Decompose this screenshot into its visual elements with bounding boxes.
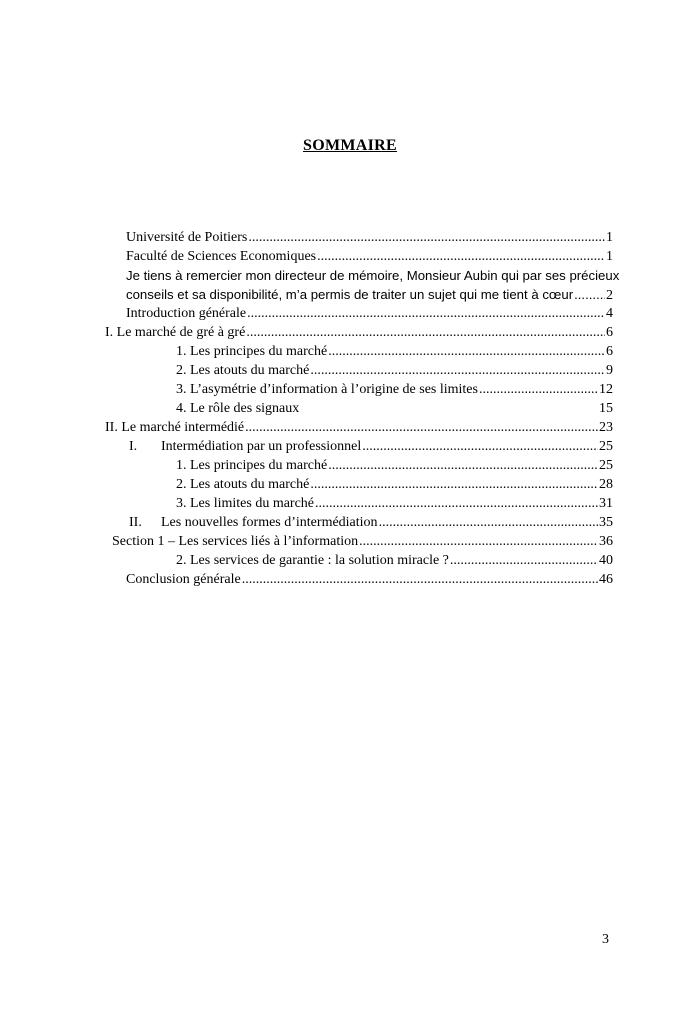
toc-entry-label: 2. Les atouts du marché — [176, 363, 310, 378]
toc-entry-page: 4 — [606, 306, 613, 321]
toc-dot-leader — [310, 361, 605, 380]
toc-entry-label: 4. Le rôle des signaux — [176, 401, 300, 416]
toc-entry-page: 15 — [599, 401, 613, 416]
toc-entry-page: 6 — [606, 344, 613, 359]
toc-entry-label: Les nouvelles formes d’intermédiation — [161, 515, 378, 530]
toc-entry-page: 23 — [599, 420, 613, 435]
toc-dot-leader — [317, 247, 605, 266]
toc-entry-page: 35 — [599, 515, 613, 530]
toc-entry-label: Intermédiation par un professionnel — [161, 439, 362, 454]
toc-entry-label: 1. Les principes du marché — [176, 344, 328, 359]
toc-dot-leader — [379, 513, 598, 532]
toc-entry-label-line1: Je tiens à remercier mon directeur de mémoire, Monsieur Aubin qui par ses précieux — [126, 268, 620, 283]
toc-dot-leader — [479, 380, 598, 399]
toc-dot-leader — [328, 342, 605, 361]
toc-entry-number: II. — [129, 515, 142, 530]
toc-entry-page: 1 — [606, 230, 613, 245]
toc-dot-leader — [247, 304, 605, 323]
toc-dot-leader — [328, 456, 598, 475]
toc-entry[interactable] — [129, 513, 613, 532]
toc-entry[interactable] — [176, 361, 613, 380]
toc-entry[interactable] — [105, 323, 613, 342]
page-number: 3 — [602, 932, 609, 947]
toc-entry[interactable] — [176, 475, 613, 494]
toc-entry-number: I. — [129, 439, 138, 454]
toc-entry-page: 25 — [599, 439, 613, 454]
toc-entry-label: 2. Les services de garantie : la solution miracle ? — [176, 553, 449, 568]
toc-entry-page: 2 — [606, 288, 613, 303]
toc-dot-leader — [310, 475, 598, 494]
toc-entry-label: I. Le marché de gré à gré — [105, 325, 246, 340]
toc-entry-page: 31 — [599, 496, 613, 511]
toc-entry-label: Université de Poitiers — [126, 230, 248, 245]
toc-entry[interactable] — [126, 304, 613, 323]
toc-entry-page: 9 — [606, 363, 613, 378]
toc-entry-label: Introduction générale — [126, 306, 247, 321]
page-title: SOMMAIRE — [303, 137, 397, 154]
toc-entry[interactable] — [126, 247, 613, 266]
toc-entry-label: 3. Les limites du marché — [176, 496, 315, 511]
toc-entry[interactable] — [126, 570, 613, 589]
toc-entry-label-line2: conseils et sa disponibilité, m’a permis de traiter un sujet qui me tient à cœur — [126, 287, 574, 302]
toc-entry[interactable] — [126, 228, 613, 247]
toc-entry[interactable] — [105, 418, 613, 437]
toc-dot-leader — [574, 285, 605, 304]
toc-entry[interactable] — [176, 342, 613, 361]
toc-dot-leader — [246, 323, 605, 342]
toc-dot-leader — [315, 494, 598, 513]
toc-dot-leader — [359, 532, 598, 551]
toc-entry-label: Conclusion générale — [126, 572, 241, 587]
toc-dot-leader — [248, 228, 605, 247]
toc-entry-label: II. Le marché intermédié — [105, 420, 245, 435]
toc-entry-label: 3. L’asymétrie d’information à l’origine de ses limites — [176, 382, 478, 397]
toc-entry[interactable] — [176, 399, 613, 418]
toc-entry-page: 6 — [606, 325, 613, 340]
toc-entry-label: 1. Les principes du marché — [176, 458, 328, 473]
toc-entry-page: 25 — [599, 458, 613, 473]
toc-entry-page: 46 — [599, 572, 613, 587]
toc-dot-leader — [242, 570, 598, 589]
toc-entry-page: 28 — [599, 477, 613, 492]
toc-entry-label: Faculté de Sciences Economiques — [126, 249, 317, 264]
toc-dot-leader — [362, 437, 598, 456]
toc-entry[interactable] — [176, 380, 613, 399]
toc-entry-page: 36 — [599, 534, 613, 549]
toc-entry-page: 40 — [599, 553, 613, 568]
toc-entry[interactable] — [176, 494, 613, 513]
toc-entry-page: 12 — [599, 382, 613, 397]
toc-entry[interactable] — [129, 437, 613, 456]
toc-entry-page: 1 — [606, 249, 613, 264]
toc-entry[interactable] — [112, 532, 613, 551]
toc-entry[interactable] — [176, 551, 613, 570]
toc-entry-label: Section 1 – Les services liés à l’information — [112, 534, 359, 549]
toc-entry[interactable] — [176, 456, 613, 475]
toc-entry-multiline[interactable] — [126, 266, 620, 305]
toc-entry-label: 2. Les atouts du marché — [176, 477, 310, 492]
toc-dot-leader — [450, 551, 598, 570]
toc-dot-leader — [245, 418, 598, 437]
